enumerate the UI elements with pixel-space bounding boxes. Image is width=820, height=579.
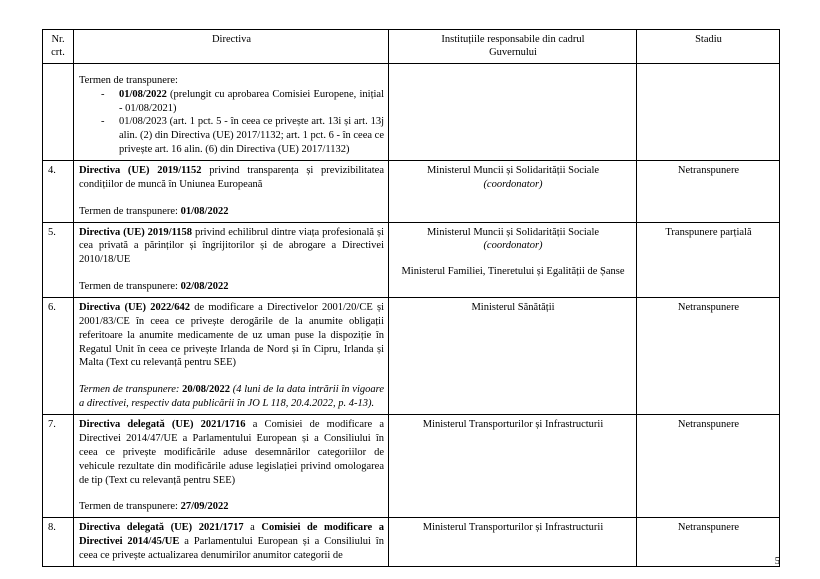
termen-value: 01/08/2022 bbox=[180, 205, 229, 217]
directive-description: privind transparența și previzibilitatea condițiilor de muncă în Uniunea Europeană bbox=[79, 165, 384, 190]
cell-nr-crt: 6. bbox=[43, 298, 74, 415]
cell-stadiu: Netranspunere bbox=[637, 518, 780, 567]
termen-value: 27/09/2022 bbox=[180, 501, 229, 513]
table-header bbox=[43, 30, 780, 64]
institution-role: (coordonator) bbox=[483, 240, 543, 252]
termen-value: 20/08/2022 bbox=[182, 384, 230, 396]
directive-number: Directiva delegată (UE) 2021/1717 bbox=[79, 522, 244, 534]
cell-stadiu: Netranspunere bbox=[637, 415, 780, 518]
column-header-nr-crt bbox=[43, 30, 74, 64]
institution-role: (coordonator) bbox=[483, 178, 543, 190]
termen-line bbox=[79, 267, 384, 294]
column-header-institutii-line1: Instituțiile responsabile din cadrul bbox=[441, 34, 585, 45]
institution-name: Ministerul Sănătății bbox=[471, 302, 555, 314]
cell-directiva bbox=[74, 63, 389, 160]
directive-description: a Parlamentului European și a Consiliului în ceea ce privește actualizarea denumirilor anumitor categorii de bbox=[79, 536, 384, 561]
directive-title bbox=[79, 226, 384, 268]
table-row bbox=[43, 161, 780, 223]
bullet-text: 01/08/2023 (art. 1 pct. 5 - în ceea ce privește art. 13i și art. 13j alin. (2) din Directiva (UE) 2017/1132; art. 1 pct. 6 - în ceea ce privește art. 16 alin. (6) din Directiva (UE) 2017/1132) bbox=[119, 116, 384, 156]
directive-description: a Comisiei de modificare a Directivei 2014/47/UE a Parlamentului European și a Consiliului în ceea ce privește modificările aduse desemnărilor categoriilor de vehicule rezultate din modificările aduse legislației privind omologarea de tip (Text cu relevanță pentru SEE) bbox=[79, 419, 384, 486]
termen-label: Termen de transpunere: bbox=[79, 281, 181, 293]
column-header-nr-line2: crt. bbox=[51, 47, 65, 59]
institution-name: Ministerul Muncii și Solidarității Sociale bbox=[426, 226, 600, 238]
cell-institutii bbox=[389, 298, 637, 415]
cell-directiva bbox=[74, 415, 389, 518]
table-row bbox=[43, 63, 780, 160]
termen-label: Termen de transpunere: bbox=[79, 501, 181, 513]
directive-number: Directiva delegată (UE) 2021/1716 bbox=[79, 419, 246, 431]
cell-institutii bbox=[389, 518, 637, 567]
column-header-directiva: Directiva bbox=[74, 30, 389, 64]
directive-description: de modificare a Directivelor 2001/20/CE și 2001/83/CE în ceea ce privește derogările de la anumite obligații referitoare la anumite medicamente de uz uman puse la dispoziție în Regatul Unit în ceea ce privește Irlanda de Nord și în Cipru, Irlanda și Malta (Text cu relevanță pentru SEE) bbox=[79, 302, 385, 369]
institution-name: Ministerul Muncii și Solidarității Sociale bbox=[426, 165, 600, 177]
cell-directiva bbox=[74, 298, 389, 415]
list-item bbox=[79, 115, 384, 157]
directive-number: Directiva (UE) 2019/1158 bbox=[79, 226, 192, 238]
table-row bbox=[43, 415, 780, 518]
termen-bullet-list bbox=[79, 88, 384, 157]
cell-institutii bbox=[389, 63, 637, 160]
termen-line bbox=[79, 192, 384, 219]
cell-nr-crt bbox=[43, 63, 74, 160]
directive-title bbox=[79, 521, 384, 563]
termen-label: Termen de transpunere: bbox=[79, 205, 181, 217]
dash-marker-icon: - bbox=[101, 116, 105, 128]
table-row bbox=[43, 298, 780, 415]
column-header-stadiu: Stadiu bbox=[637, 30, 780, 64]
cell-directiva bbox=[74, 222, 389, 297]
termen-note: (4 luni de la data intrării în vigoare a directivei, respectiv data publicării în JO L 118, 20.4.2022, p. 4-13). bbox=[79, 384, 384, 410]
bullet-date-bold: 01/08/2022 bbox=[119, 88, 167, 100]
termen-label: Termen de transpunere: bbox=[79, 384, 183, 396]
directive-title bbox=[79, 418, 384, 487]
cell-institutii bbox=[389, 222, 637, 297]
cell-institutii bbox=[389, 415, 637, 518]
termen-line bbox=[79, 370, 384, 411]
list-item bbox=[79, 88, 384, 116]
cell-nr-crt: 4. bbox=[43, 161, 74, 223]
cell-directiva bbox=[74, 518, 389, 567]
cell-nr-crt: 5. bbox=[43, 222, 74, 297]
institution-name: Ministerul Transporturilor și Infrastructurii bbox=[422, 522, 604, 534]
directive-title-bold-b: Comisiei de modificare a Directivei 2014/45/UE bbox=[79, 522, 384, 548]
dash-marker-icon: - bbox=[101, 88, 105, 100]
directive-title-mid: a bbox=[243, 522, 262, 534]
cell-nr-crt: 7. bbox=[43, 415, 74, 518]
table-row bbox=[43, 222, 780, 297]
institution-name-secondary: Ministerul Familiei, Tineretului și Egalității de Șanse bbox=[401, 266, 625, 278]
cell-directiva bbox=[74, 161, 389, 223]
bullet-text: (prelungit cu aprobarea Comisiei Europene, inițial - 01/08/2021) bbox=[119, 88, 384, 114]
cell-stadiu: Netranspunere bbox=[637, 161, 780, 223]
directives-table bbox=[42, 29, 780, 567]
directive-number: Directiva (UE) 2019/1152 bbox=[79, 165, 202, 177]
institution-name: Ministerul Transporturilor și Infrastructurii bbox=[422, 419, 604, 431]
directive-title bbox=[79, 301, 384, 370]
column-header-institutii bbox=[389, 30, 637, 64]
cell-nr-crt: 8. bbox=[43, 518, 74, 567]
termen-intro-text: Termen de transpunere: bbox=[79, 74, 178, 86]
cell-stadiu: Transpunere parțială bbox=[637, 222, 780, 297]
directive-description: privind echilibrul dintre viața profesională și cea privată a părinților și îngrijitorilor și de abrogare a Directivei 2010/18/UE bbox=[79, 226, 384, 266]
table-row bbox=[43, 518, 780, 567]
cell-stadiu bbox=[637, 63, 780, 160]
directive-number: Directiva (UE) 2022/642 bbox=[79, 302, 190, 314]
column-header-institutii-line2: Guvernului bbox=[489, 47, 537, 59]
cell-institutii bbox=[389, 161, 637, 223]
table-body bbox=[43, 63, 780, 566]
table-header-row bbox=[43, 30, 780, 64]
cell-stadiu: Netranspunere bbox=[637, 298, 780, 415]
termen-value: 02/08/2022 bbox=[180, 281, 229, 293]
directive-title bbox=[79, 164, 384, 192]
termen-line bbox=[79, 487, 384, 514]
column-header-nr-line1: Nr. bbox=[51, 34, 65, 45]
page-number: 5 bbox=[774, 556, 780, 567]
